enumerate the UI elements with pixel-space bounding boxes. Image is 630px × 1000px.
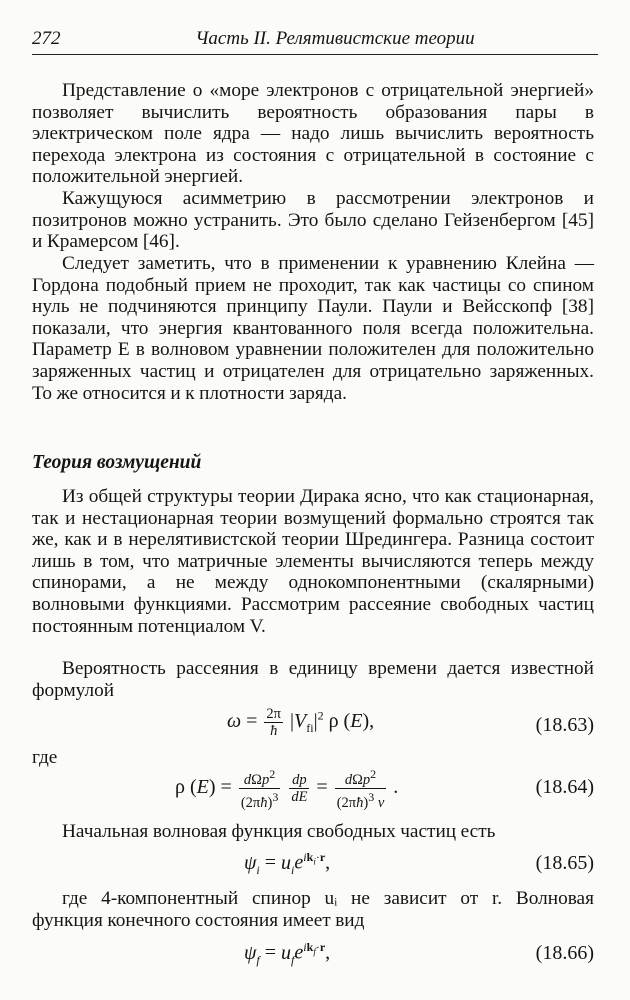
page-header — [32, 28, 598, 55]
paragraph-1: Представление о «море электронов с отрицательной энергией» позволяет вычислить вероятность образования пары в электрическом поле ядра — надо лишь вычислить вероятность перехода электрона из состояния с отрицательной в состояние с положительной энергией. — [32, 80, 594, 188]
paragraph-4: Из общей структуры теории Дирака ясно, что как стационарная, так и нестационарная теории возмущений формально строятся так же, как и в нерелятивистской теории Шредингера. Разница состоит лишь в том, что матричные элементы вычисляются теперь между спинорами, а не между однокомпонентными (скалярными) волновыми функциями. Рассмотрим рассеяние свободных частиц постоянным потенциалом V. — [32, 486, 594, 637]
equation-18-64-number: (18.64) — [535, 776, 594, 798]
equation-18-65-number: (18.65) — [535, 852, 594, 874]
equation-18-63-expression: ω = $\frac{2\pi}{ħ}$ $|V_{fi}|^2$ ρ (E), — [227, 706, 375, 739]
equation-18-65-expression: $\psi_i = u_ie^{ik_i\cdot r}$, — [244, 850, 331, 877]
equation-18-66-expression: $\psi_f = u_fe^{ik_f\cdot r}$, — [244, 940, 331, 967]
section-heading: Теория возмущений — [32, 452, 202, 473]
paragraph-6: Начальная волновая функция свободных частиц есть — [62, 821, 496, 842]
page-number: 272 — [32, 28, 61, 49]
paragraph-2: Кажущуюся асимметрию в рассмотрении электронов и позитронов можно устранить. Это было сделано Гейзенбергом [45] и Крамерсом [46]. — [32, 188, 594, 253]
equation-18-63 — [32, 706, 594, 746]
equation-18-63-number: (18.63) — [535, 714, 594, 736]
where-label: где — [32, 747, 58, 768]
paragraph-3: Следует заметить, что в применении к уравнению Клейна — Гордона подобный прием не проходит, так как частицы со спином нуль не подчиняются принципу Паули. Паули и Вейсскопф [38] показали, что энергия квантованного поля всегда положительна. Параметр E в волновом уравнении положителен для положительно заряженных частиц и отрицателен для отрицательно заряженных. То же относится и к плотности заряда. — [32, 253, 594, 404]
equation-18-66 — [32, 940, 594, 980]
running-title: Часть II. Релятивистские теории — [195, 28, 475, 49]
equation-18-64 — [32, 766, 594, 811]
equation-18-66-number: (18.66) — [535, 942, 594, 964]
paragraph-7: где 4-компонентный спинор uᵢ не зависит от r. Волновая функция конечного состояния имеет вид — [32, 888, 594, 931]
paragraph-5: Вероятность рассеяния в единицу времени дается известной формулой — [32, 658, 594, 701]
equation-18-65 — [32, 850, 594, 890]
equation-18-64-expression: ρ (E) = $\frac{d\Omega p^2}{(2\pi ħ)^3}$ $\frac{dp}{dE}$ = $\frac{d\Omega p^2}{(2\pi ħ)^3 v}$ . — [175, 767, 399, 811]
